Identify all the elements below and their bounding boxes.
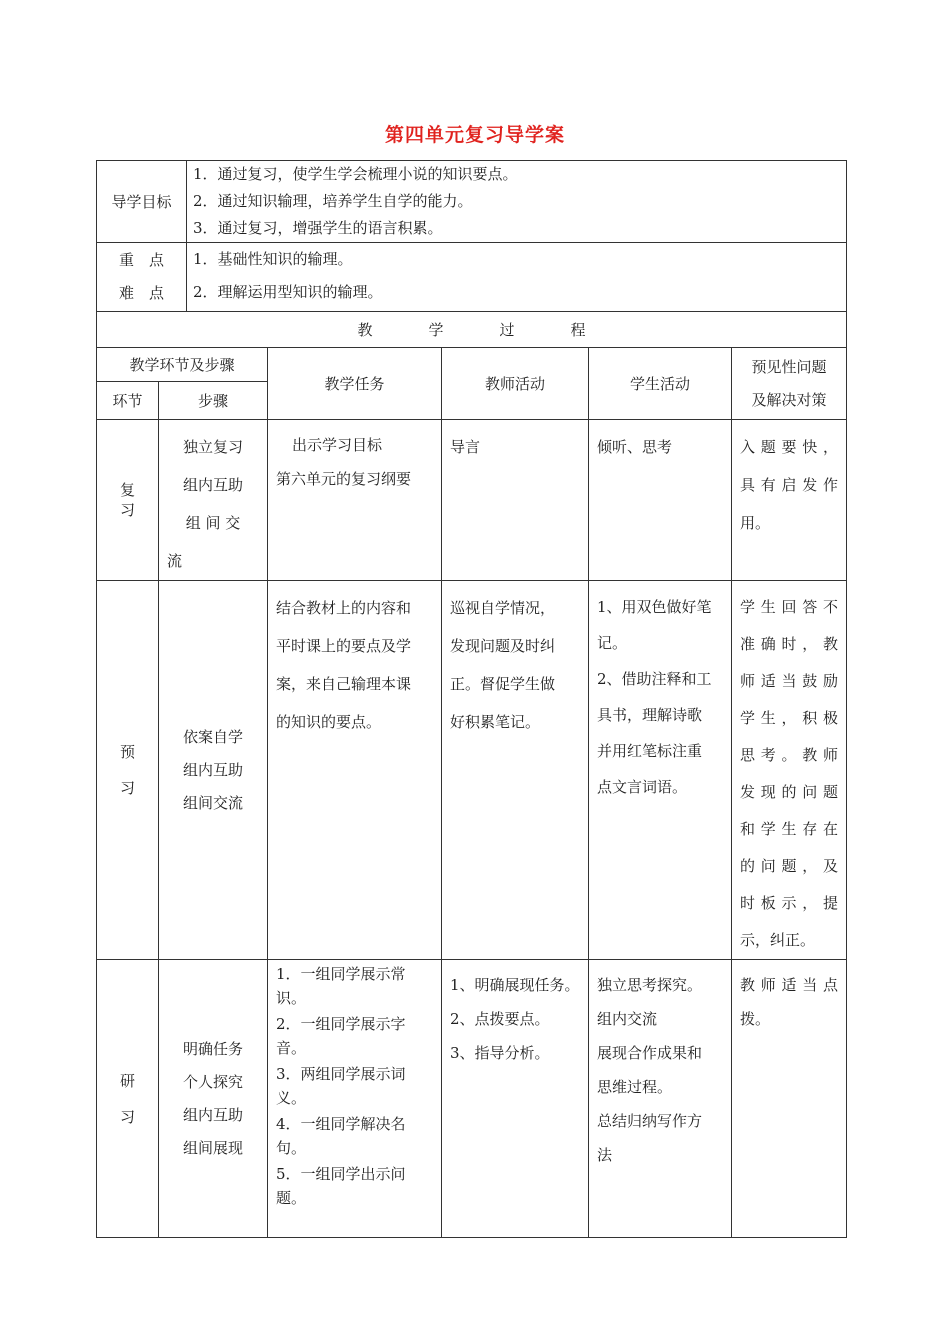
header-teacher: 教师活动 <box>442 348 589 420</box>
teacher-cell: 导言 <box>442 420 589 581</box>
key-points-list <box>187 243 847 312</box>
forecast-cell: 学生回答不 准确时，教 师适当鼓励 学生，积极 思考。教师 发现的问题 和学生存在 的问题，及 时板示，提 示，纠正。 <box>732 581 847 960</box>
teacher-cell: 1、明确展现任务。 2、点拨要点。 3、指导分析。 <box>442 960 589 1238</box>
key-point-item: 2．理解运用型知识的输理。 <box>193 283 383 301</box>
task-cell: 出示学习目标 第六单元的复习纲要 <box>268 420 442 581</box>
task-cell: 结合教材上的内容和 平时课上的要点及学 案，来自己输理本课 的知识的要点。 <box>268 581 442 960</box>
steps-cell: 依案自学 组内互助 组间交流 <box>159 581 268 960</box>
header-stage: 环节 <box>97 382 159 420</box>
student-cell: 1、用双色做好笔 记。 2、借助注释和工 具书，理解诗歌 并用红笔标注重 点文言词语。 <box>589 581 732 960</box>
review-row <box>97 420 847 581</box>
header-task: 教学任务 <box>268 348 442 420</box>
stage-label: 复 习 <box>97 420 159 581</box>
goals-list <box>187 161 847 243</box>
process-header: 教学过程 <box>357 321 642 339</box>
stage-label: 研 习 <box>97 960 159 1238</box>
study-row <box>97 960 847 1238</box>
key-points-row <box>97 243 847 312</box>
steps-cell: 独立复习 组内互助 组 间 交 流 <box>159 420 268 581</box>
key-points-label: 重 点 难 点 <box>97 243 187 312</box>
header-steps: 步骤 <box>159 382 268 420</box>
student-cell: 倾听、思考 <box>589 420 732 581</box>
stage-label: 预 习 <box>97 581 159 960</box>
process-header-row <box>97 312 847 348</box>
student-cell: 独立思考探究。 组内交流 展现合作成果和 思维过程。 总结归纳写作方 法 <box>589 960 732 1238</box>
goal-item: 2．通过知识输理，培养学生自学的能力。 <box>193 192 473 210</box>
teacher-cell: 巡视自学情况， 发现问题及时纠 正。督促学生做 好积累笔记。 <box>442 581 589 960</box>
preview-row <box>97 581 847 960</box>
goal-item: 1．通过复习，使学生学会梳理小说的知识要点。 <box>193 165 518 183</box>
goals-label: 导学目标 <box>97 161 187 243</box>
column-header-row <box>97 348 847 382</box>
header-forecast: 预见性问题 及解决对策 <box>732 348 847 420</box>
goal-item: 3．通过复习，增强学生的语言积累。 <box>193 219 443 237</box>
forecast-cell: 教师适当点 拨。 <box>732 960 847 1238</box>
steps-cell: 明确任务 个人探究 组内互助 组间展现 <box>159 960 268 1238</box>
key-point-item: 1．基础性知识的输理。 <box>193 250 353 268</box>
lesson-plan-table <box>96 160 847 1238</box>
header-student: 学生活动 <box>589 348 732 420</box>
forecast-cell: 入题要快， 具有启发作 用。 <box>732 420 847 581</box>
document-title: 第四单元复习导学案 <box>384 124 565 146</box>
task-cell: 1．一组同学展示常识。 2．一组同学展示字音。 3．两组同学展示词义。 4．一组同学解决名句。 5．一组同学出示问题。 <box>268 960 442 1238</box>
goals-row <box>97 161 847 243</box>
header-steps-group: 教学环节及步骤 <box>97 348 268 382</box>
